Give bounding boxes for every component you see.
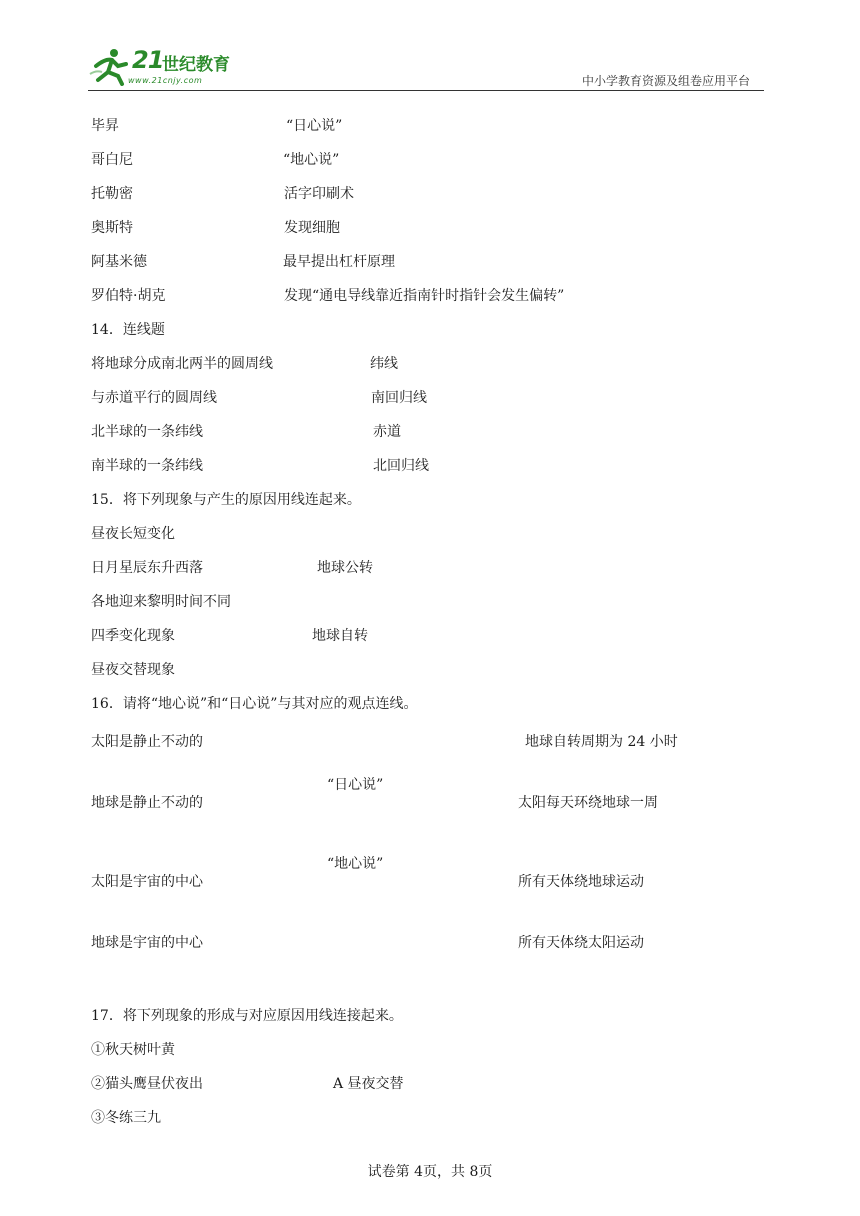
q16-right-item: 太阳每天环绕地球一周 — [518, 795, 658, 811]
q17-cause: A 昼夜交替 — [333, 1076, 404, 1092]
logo-text: 世纪教育 — [162, 55, 230, 75]
q14-right-item: 纬线 — [370, 356, 398, 372]
logo — [88, 42, 258, 90]
q16-left-item: 太阳是静止不动的 — [91, 734, 203, 750]
q13-left-item: 阿基米德 — [91, 254, 147, 270]
q15-cause: 地球自转 — [312, 628, 368, 644]
q15-phenomenon: 昼夜交替现象 — [91, 662, 175, 678]
q15-phenomenon: 日月星辰东升西落 — [91, 560, 203, 576]
q16-theory: “地心说” — [327, 856, 384, 872]
q13-right-item: 最早提出杠杆原理 — [283, 254, 395, 270]
q14-left-item: 将地球分成南北两半的圆周线 — [91, 356, 273, 372]
page-footer: 试卷第 4页，共 8页 — [367, 1164, 493, 1180]
q14-left-item: 北半球的一条纬线 — [91, 424, 203, 440]
q14-right-item: 北回归线 — [373, 458, 429, 474]
q15-phenomenon: 四季变化现象 — [91, 628, 175, 644]
q13-right-item: 发现“通电导线靠近指南针时指针会发生偏转” — [284, 288, 565, 304]
q13-left-item: 罗伯特·胡克 — [91, 288, 166, 304]
q13-right-item: 活字印刷术 — [284, 186, 354, 202]
q17-phenomenon: ③冬练三九 — [91, 1110, 161, 1126]
q13-left-item: 奥斯特 — [91, 220, 133, 236]
q13-left-item: 毕昇 — [91, 118, 119, 134]
q14-title: 14．连线题 — [91, 322, 165, 338]
q13-left-item: 托勒密 — [91, 186, 133, 202]
runner-logo-icon — [88, 46, 132, 86]
logo-number: 21 — [132, 46, 164, 74]
page-header — [88, 40, 764, 91]
q17-phenomenon: ①秋天树叶黄 — [91, 1042, 175, 1058]
q14-left-item: 与赤道平行的圆周线 — [91, 390, 217, 406]
q15-phenomenon: 各地迎来黎明时间不同 — [91, 594, 231, 610]
q13-right-item: “日心说” — [286, 118, 343, 134]
q16-right-item: 地球自转周期为 24 小时 — [525, 734, 678, 750]
q13-left-item: 哥白尼 — [91, 152, 133, 168]
q15-phenomenon: 昼夜长短变化 — [91, 526, 175, 542]
q16-left-item: 太阳是宇宙的中心 — [91, 874, 203, 890]
q16-title: 16．请将“地心说”和“日心说”与其对应的观点连线。 — [91, 696, 418, 712]
q15-cause: 地球公转 — [317, 560, 373, 576]
q14-right-item: 赤道 — [373, 424, 401, 440]
q14-right-item: 南回归线 — [371, 390, 427, 406]
q16-left-item: 地球是宇宙的中心 — [91, 935, 203, 951]
platform-name: 中小学教育资源及组卷应用平台 — [581, 74, 750, 88]
q17-phenomenon: ②猫头鹰昼伏夜出 — [91, 1076, 203, 1092]
q17-title: 17．将下列现象的形成与对应原因用线连接起来。 — [91, 1008, 403, 1024]
q16-theory: “日心说” — [327, 777, 384, 793]
q16-right-item: 所有天体绕地球运动 — [518, 874, 644, 890]
logo-url: www.21cnjy.com — [128, 76, 203, 85]
q13-right-item: “地心说” — [283, 152, 340, 168]
q14-left-item: 南半球的一条纬线 — [91, 458, 203, 474]
q13-right-item: 发现细胞 — [284, 220, 340, 236]
q16-left-item: 地球是静止不动的 — [91, 795, 203, 811]
q16-right-item: 所有天体绕太阳运动 — [518, 935, 644, 951]
q15-title: 15．将下列现象与产生的原因用线连起来。 — [91, 492, 361, 508]
